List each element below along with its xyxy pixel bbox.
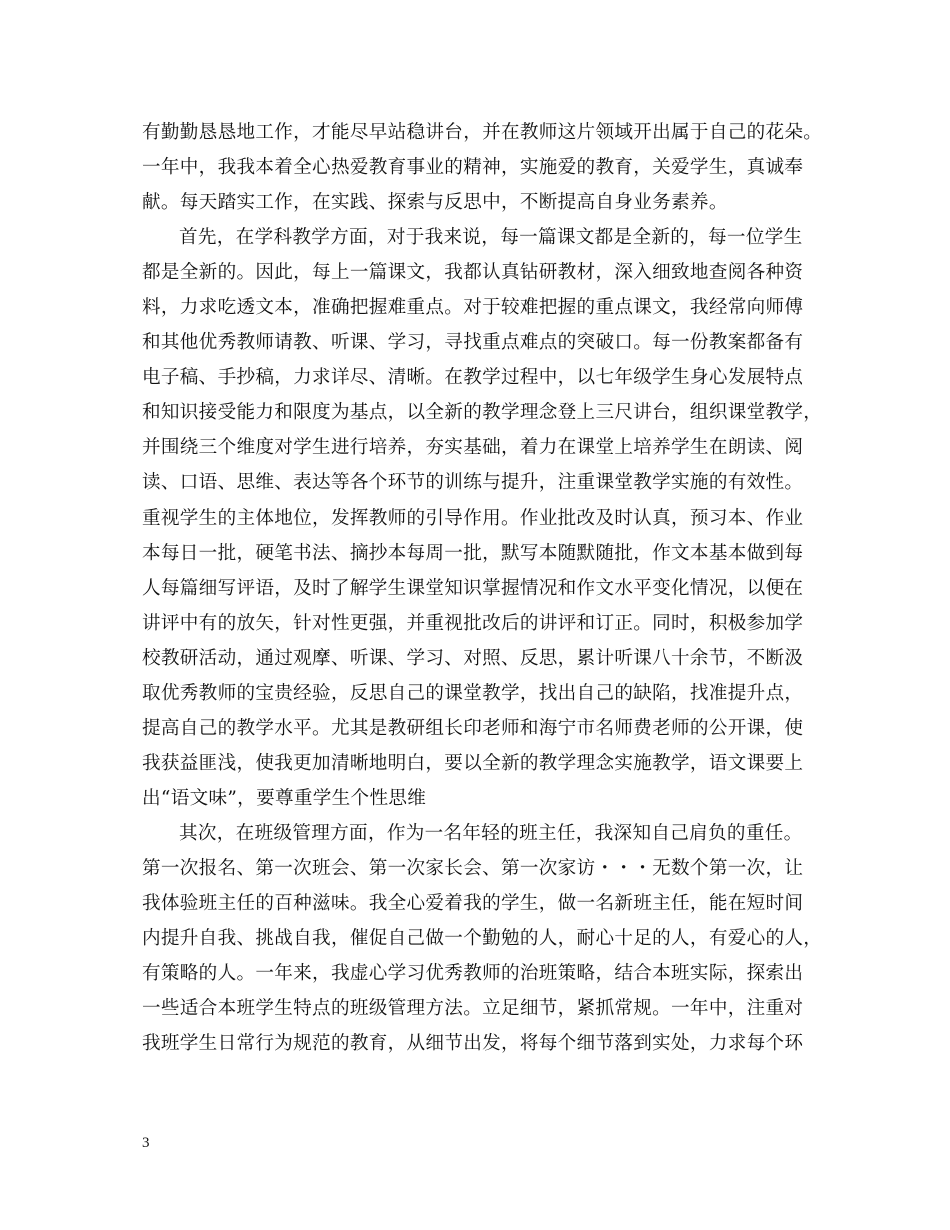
text-line: 第一次报名、第一次班会、第一次家长会、第一次家访・・・无数个第一次，让 xyxy=(142,857,804,879)
text-line: 我获益匪浅，使我更加清晰地明白，要以全新的教学理念实施教学，语文课要上 xyxy=(142,752,804,774)
text-line: 内提升自我、挑战自我，催促自己做一个勤勉的人，耐心十足的人，有爱心的人， xyxy=(142,928,823,950)
text-line: 一些适合本班学生特点的班级管理方法。立足细节，紧抓常规。一年中，注重对 xyxy=(142,998,804,1020)
text-line: 校教研活动，通过观摩、听课、学习、对照、反思，累计听课八十余节，不断汲 xyxy=(142,647,804,669)
body-text xyxy=(142,115,823,1061)
text-line: 出“语文味”，要尊重学生个性思维 xyxy=(142,787,427,809)
text-line: 重视学生的主体地位，发挥教师的引导作用。作业批改及时认真，预习本、作业 xyxy=(142,507,804,529)
text-line: 都是全新的。因此，每上一篇课文，我都认真钻研教材，深入细致地查阅各种资 xyxy=(142,262,804,284)
text-line: 一年中，我我本着全心热爱教育事业的精神，实施爱的教育，关爱学生，真诚奉 xyxy=(142,157,804,179)
text-line: 献。每天踏实工作，在实践、探索与反思中，不断提高自身业务素养。 xyxy=(142,192,728,214)
paragraph-first-line: 首先，在学科教学方面，对于我来说，每一篇课文都是全新的，每一位学生 xyxy=(179,227,803,249)
text-line: 人每篇细写评语，及时了解学生课堂知识掌握情况和作文水平变化情况，以便在 xyxy=(142,577,804,599)
paragraph-first-line: 其次，在班级管理方面，作为一名年轻的班主任，我深知自己肩负的重任。 xyxy=(179,822,803,844)
text-line: 和知识接受能力和限度为基点，以全新的教学理念登上三尺讲台，组织课堂教学， xyxy=(142,402,823,424)
text-line: 取优秀教师的宝贵经验，反思自己的课堂教学，找出自己的缺陷，找准提升点， xyxy=(142,682,804,704)
text-line: 并围绕三个维度对学生进行培养，夯实基础，着力在课堂上培养学生在朗读、阅 xyxy=(142,437,804,459)
text-line: 料，力求吃透文本，准确把握难重点。对于较难把握的重点课文，我经常向师傅 xyxy=(142,297,804,319)
text-line: 有策略的人。一年来，我虚心学习优秀教师的治班策略，结合本班实际，探索出 xyxy=(142,963,804,985)
text-line: 我班学生日常行为规范的教育，从细节出发，将每个细节落到实处，力求每个环 xyxy=(142,1033,804,1055)
text-line: 和其他优秀教师请教、听课、学习，寻找重点难点的突破口。每一份教案都备有 xyxy=(142,332,804,354)
text-line: 提高自己的教学水平。尤其是教研组长印老师和海宁市名师费老师的公开课，使 xyxy=(142,717,804,739)
text-line: 电子稿、手抄稿，力求详尽、清晰。在教学过程中，以七年级学生身心发展特点 xyxy=(142,367,804,389)
page-number: 3 xyxy=(142,1135,150,1151)
text-line: 本每日一批，硬笔书法、摘抄本每周一批，默写本随默随批，作文本基本做到每 xyxy=(142,542,804,564)
text-line: 读、口语、思维、表达等各个环节的训练与提升，注重课堂教学实施的有效性。 xyxy=(142,472,804,494)
text-line: 我体验班主任的百种滋味。我全心爱着我的学生，做一名新班主任，能在短时间 xyxy=(142,893,804,915)
text-line: 有勤勤恳恳地工作，才能尽早站稳讲台，并在教师这片领域开出属于自己的花朵。 xyxy=(142,122,823,143)
text-line: 讲评中有的放矢，针对性更强，并重视批改后的讲评和订正。同时，积极参加学 xyxy=(142,612,804,634)
